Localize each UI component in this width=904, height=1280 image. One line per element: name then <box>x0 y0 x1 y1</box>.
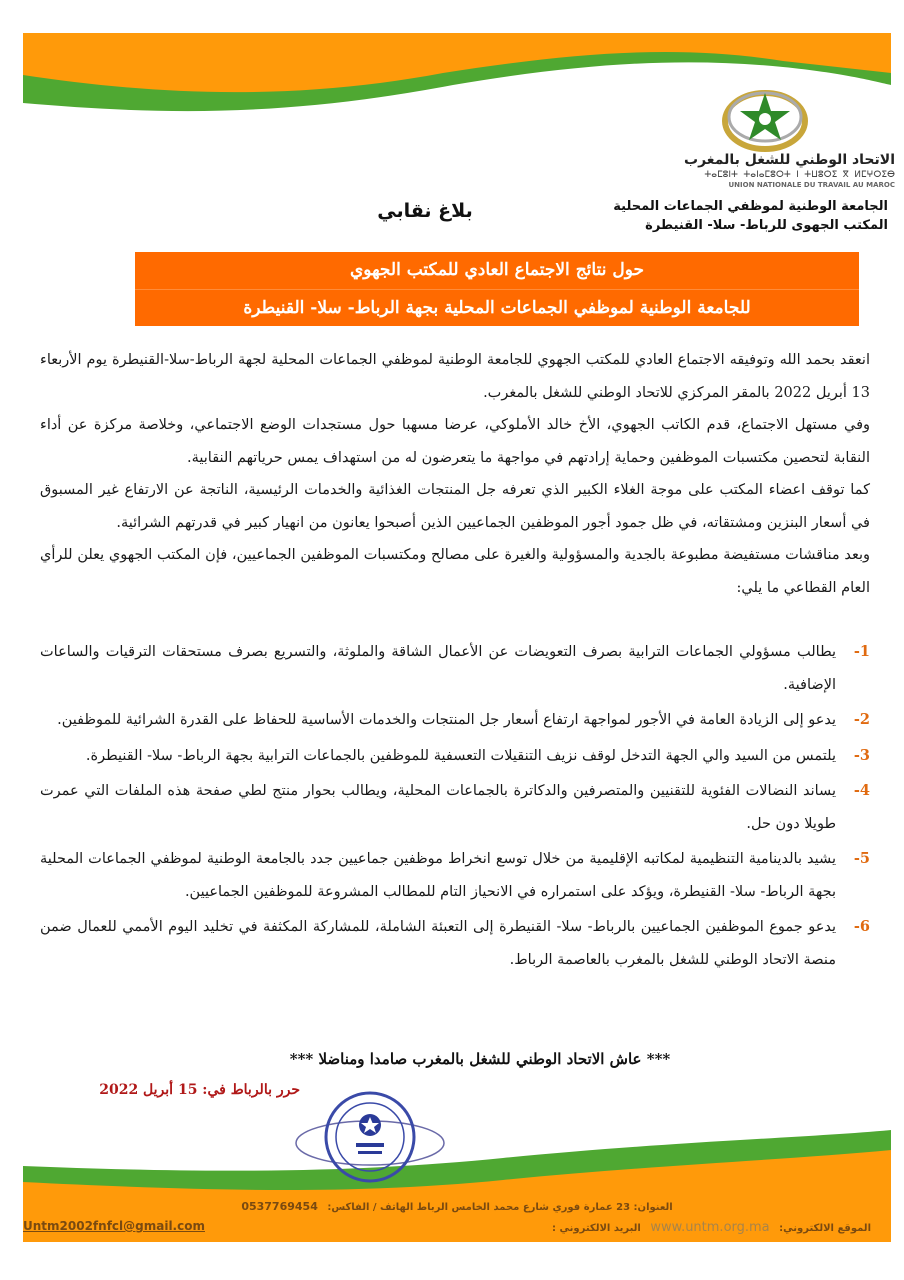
list-item <box>40 911 870 976</box>
official-stamp-icon <box>290 1085 450 1195</box>
list-item-number: -1 <box>853 643 870 660</box>
list-item <box>40 704 870 737</box>
body-paragraph: كما توقف اعضاء المكتب على موجة الغلاء الكبير الذي تعرفه جل المنتجات الغذائية والخدمات الرئيسية، الناتجة عن الارتفاع غير المسبوق في أسعار البنزين ومشتقاته، في ظل جمود أجور الموظفين الجماعيين الذين أصبحوا يعانون من انهيار كبير في قدرتهم الشرائية. <box>40 482 870 531</box>
document-title: بلاغ نقابي <box>377 200 473 222</box>
body-paragraph: وبعد مناقشات مستفيضة مطبوعة بالجدية والمسؤولية والغيرة على مصالح ومكتسبات الموظفين الجماعيين، فإن المكتب الجهوي يعلن للرأي العام القطاعي ما يلي: <box>40 547 870 596</box>
footer-website-label: الموقع الالكتروني: <box>779 1223 871 1234</box>
list-item-number: -6 <box>853 918 870 935</box>
subject-title-line-1: حول نتائج الاجتماع العادي للمكتب الجهوي <box>135 252 859 290</box>
union-name-tifinagh: ⵜⴰⵎⵓⵏⵜ ⵜⴰⵏⴰⵎⵓⵔⵜ ⵏ ⵜⵡⵓⵔⵉ ⴳ ⵍⵎⵖⵔⵉⴱ <box>704 170 895 180</box>
regional-office-name: المكتب الجهوى للرباط- سلا- القنيطرة <box>645 218 888 233</box>
footer-contacts <box>23 1220 891 1235</box>
union-name-arabic: الاتحاد الوطني للشغل بالمغرب <box>684 152 895 168</box>
footer-address <box>23 1200 891 1213</box>
list-item-number: -5 <box>853 850 870 867</box>
body-paragraph: انعقد بحمد الله وتوفيقه الاجتماع العادي للمكتب الجهوي للجامعة الوطنية لموظفي الجماعات المحلية لجهة الرباط-سلا-القنيطرة يوم الأربعاء 13 أبريل 2022 بالمقر المركزي للاتحاد الوطني للشغل بالمغرب. <box>40 352 870 401</box>
list-item <box>40 740 870 773</box>
list-item-text: يساند النضالات الفئوية للتقنيين والمتصرفين والدكاترة بالجماعات المحلية، ويطالب بحوار منتج لطي صفحة هذه الملفات التي عمرت طويلا دون حل. <box>40 783 836 832</box>
list-item-text: يشيد بالدينامية التنظيمية لمكاتبه الإقليمية من خلال توسع انخراط موظفين جماعيين جدد بالجامعة الوطنية لموظفي الجماعات المحلية بجهة الرباط- سلا- القنيطرة، ويؤكد على استمراره في الانحياز التام للمطالب المشروعة للموظفين الجماعيين. <box>40 851 836 900</box>
footer-website-link[interactable]: www.untm.org.ma <box>650 1220 770 1235</box>
list-item <box>40 843 870 908</box>
subject-title-box <box>135 252 859 326</box>
footer-phone: 0537769454 <box>241 1200 318 1213</box>
federation-name: الجامعة الوطنية لموظفي الجماعات المحلية <box>613 199 888 214</box>
footer-address-label: العنوان: 23 عمارة فوري شارع محمد الخامس الرباط الهاتف / الفاكس: <box>327 1202 673 1213</box>
list-item-text: يدعو إلى الزيادة العامة في الأجور لمواجهة ارتفاع أسعار جل المنتجات والخدمات الأساسية للحفاظ على القدرة الشرائية للموظفين. <box>57 712 836 728</box>
list-item <box>40 775 870 840</box>
closing-slogan: *** عاش الاتحاد الوطني للشغل بالمغرب صامدا ومناضلا *** <box>289 1050 671 1068</box>
list-item-number: -2 <box>853 711 870 728</box>
footer-email-label: البريد الالكتروني : <box>552 1223 641 1234</box>
subject-title-line-2: للجامعة الوطنية لموظفي الجماعات المحلية بجهة الرباط- سلا- القنيطرة <box>243 298 751 318</box>
footer-email-link[interactable]: Untm2002fnfcl@gmail.com <box>23 1219 205 1233</box>
list-item-text: يطالب مسؤولي الجماعات الترابية بصرف التعويضات عن الأعمال الشاقة والملوثة، والتسريع بصرف مستحقات الترقيات والساعات الإضافية. <box>40 644 836 693</box>
list-item-number: -4 <box>853 782 870 799</box>
body-paragraph: وفي مستهل الاجتماع، قدم الكاتب الجهوي، الأخ خالد الأملوكي، عرضا مسهبا حول مستجدات الوضع الاجتماعي، وخلاصة مركزة عن أداء النقابة لتحصين مكتسبات الموظفين وحماية إرادتهم في مواجهة ما يتعرضون له من استهداف يمس حرياتهم النقابية. <box>40 417 870 466</box>
statement-body <box>40 344 870 604</box>
union-name-french: UNION NATIONALE DU TRAVAIL AU MAROC <box>728 181 895 189</box>
list-item-text: يدعو جموع الموظفين الجماعيين بالرباط- سلا- القنيطرة إلى التعبئة الشاملة، للمشاركة المكثفة في تخليد اليوم الأممي للعمال ضمن منصة الاتحاد الوطني للشغل بالمغرب بالعاصمة الرباط. <box>40 919 836 968</box>
demands-list <box>40 636 870 979</box>
list-item-number: -3 <box>853 746 870 764</box>
signed-place-date: حرر بالرباط في: 15 أبريل 2022 <box>99 1082 300 1098</box>
list-item <box>40 636 870 701</box>
list-item-text: يلتمس من السيد والي الجهة التدخل لوقف نزيف التنقيلات التعسفية للموظفين بالجماعات الترابية بجهة الرباط- سلا- القنيطرة. <box>85 747 836 764</box>
union-logo-icon <box>710 83 820 155</box>
